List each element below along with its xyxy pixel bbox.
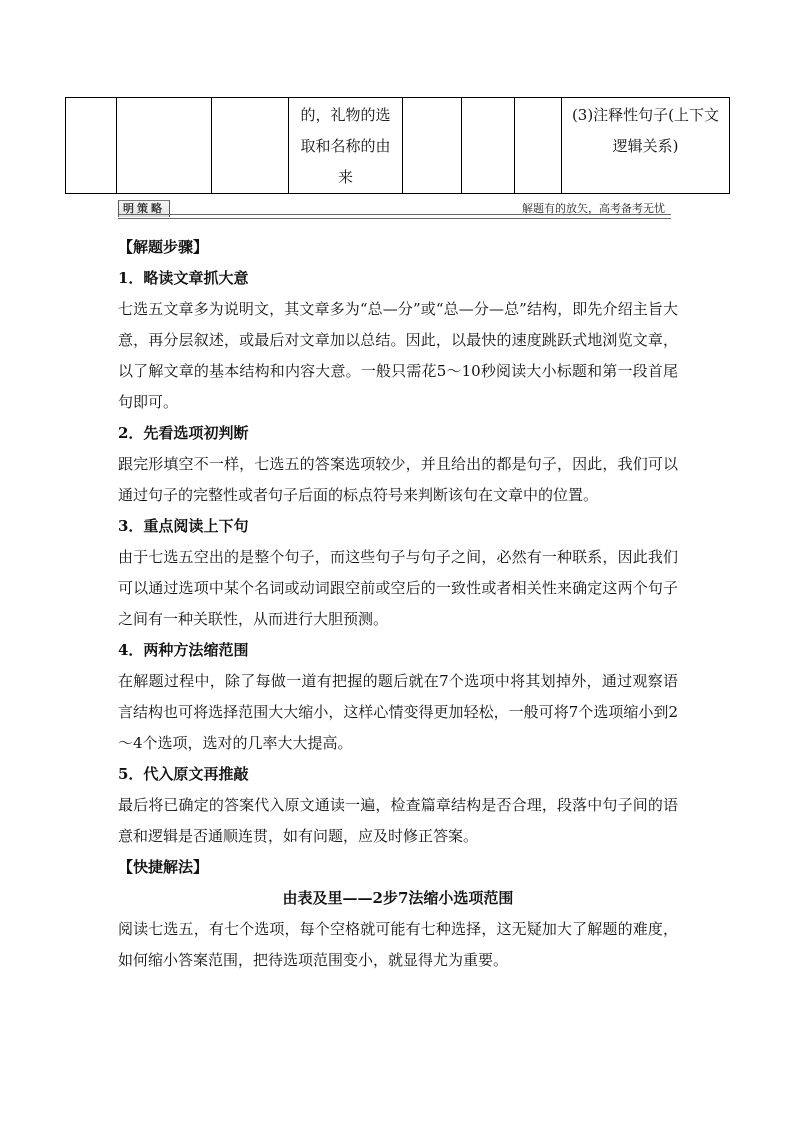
- step-title: 2．先看选项初判断: [118, 424, 249, 442]
- banner-motto: 解题有的放矢，高考备考无忧: [522, 202, 665, 215]
- table-cell: [117, 98, 212, 194]
- section-banner: [118, 200, 671, 219]
- quick-subtitle: 由表及里——2步7法缩小选项范围: [282, 889, 514, 907]
- table-row: [66, 98, 730, 194]
- banner-rule: [118, 214, 671, 219]
- document-body: [118, 232, 678, 976]
- step-title: 1．略读文章抓大意: [118, 269, 249, 287]
- table-cell: [462, 98, 515, 194]
- step-text: 最后将已确定的答案代入原文通读一遍，检查篇章结构是否合理，段落中句子间的语意和逻辑是否通顺连贯，如有问题，应及时修正答案。: [118, 796, 678, 845]
- step-title: 3．重点阅读上下句: [118, 517, 249, 535]
- section-heading-steps: 【解题步骤】: [118, 238, 209, 256]
- step-title: 4．两种方法缩范围: [118, 641, 249, 659]
- section-heading-quick: 【快捷解法】: [118, 858, 209, 876]
- quick-text: 阅读七选五，有七个选项，每个空格就可能有七种选择，这无疑加大了解题的难度，如何缩小答案范围，把待选项范围变小，就显得尤为重要。: [118, 920, 678, 969]
- step-text: 七选五文章多为说明文，其文章多为“总—分”或“总—分—总”结构，即先介绍主旨大意，再分层叙述，或最后对文章加以总结。因此，以最快的速度跳跃式地浏览文章，以了解文章的基本结构和内容大意。一般只需花5～10秒阅读大小标题和第一段首尾句即可。: [118, 300, 678, 411]
- table-cell: [403, 98, 462, 194]
- table-fragment: [65, 97, 730, 194]
- table-cell: [515, 98, 562, 194]
- table-cell: [212, 98, 289, 194]
- table-cell: (3)注释性句子(上下文 逻辑关系): [562, 98, 730, 194]
- step-text: 跟完形填空不一样，七选五的答案选项较少，并且给出的都是句子，因此，我们可以通过句子的完整性或者句子后面的标点符号来判断该句在文章中的位置。: [118, 455, 678, 504]
- step-text: 由于七选五空出的是整个句子，而这些句子与句子之间，必然有一种联系，因此我们可以通过选项中某个名词或动词跟空前或空后的一致性或者相关性来确定这两个句子之间有一种关联性，从而进行大胆预测。: [118, 548, 678, 628]
- banner-tag: 明策略: [118, 200, 170, 217]
- step-title: 5．代入原文再推敲: [118, 765, 249, 783]
- table-cell: 的，礼物的选 取和名称的由 来: [289, 98, 403, 194]
- table-cell: [66, 98, 117, 194]
- step-text: 在解题过程中，除了每做一道有把握的题后就在7个选项中将其划掉外，通过观察语言结构也可将选择范围大大缩小，这样心情变得更加轻松，一般可将7个选项缩小到2～4个选项，选对的几率大大提高。: [118, 672, 678, 752]
